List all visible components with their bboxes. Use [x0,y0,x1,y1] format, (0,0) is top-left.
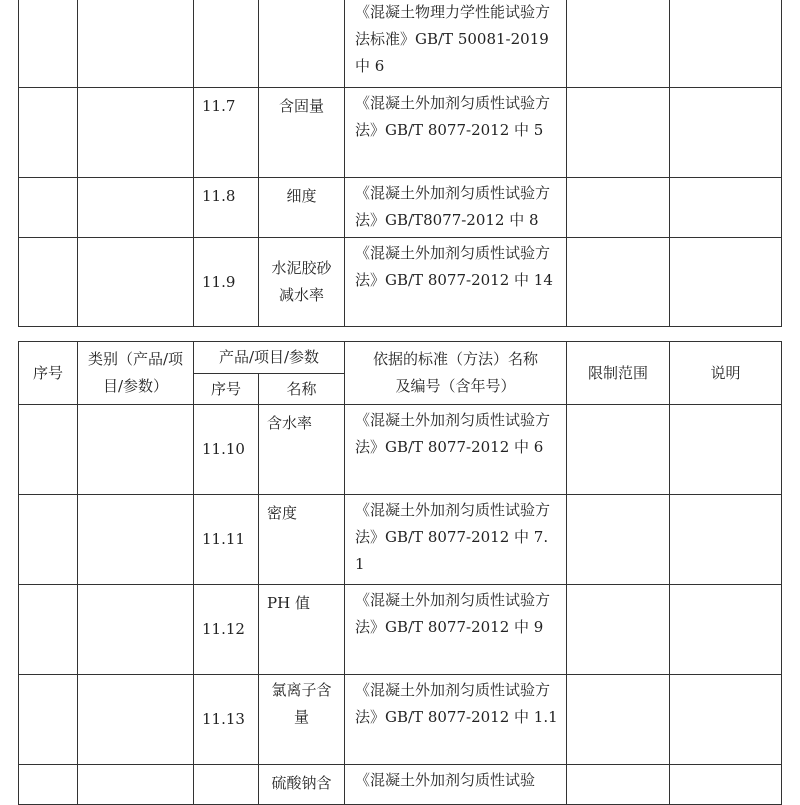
seq-cell [19,585,78,675]
limit-cell [567,765,670,805]
header-note: 说明 [670,342,782,405]
header-product-group: 产品/项目/参数 [194,342,345,374]
seq-cell [19,238,78,327]
standard-cell: 《混凝土外加剂匀质性试验方法》GB/T 8077-2012 中 1.1 [345,675,567,765]
table-row [19,675,782,765]
note-cell [670,585,782,675]
header-row [19,342,782,374]
limit-cell [567,88,670,178]
note-cell [670,405,782,495]
standard-cell: 《混凝土外加剂匀质性试验方法》GB/T 8077-2012 中 7. 1 [345,495,567,585]
item-no-cell: 11.12 [194,585,259,675]
item-name-cell: 含水率 [259,405,345,495]
limit-cell [567,238,670,327]
limit-cell [567,0,670,88]
standard-cell: 《混凝土外加剂匀质性试验方法》GB/T 8077-2012 中 9 [345,585,567,675]
category-cell [78,0,194,88]
table-row [19,88,782,178]
item-no-cell: 11.11 [194,495,259,585]
standard-cell: 《混凝土外加剂匀质性试验方法》GB/T 8077-2012 中 14 [345,238,567,327]
item-no-cell [194,765,259,805]
category-cell [78,178,194,238]
header-category: 类别（产品/项目/参数） [78,342,194,405]
note-cell [670,178,782,238]
category-cell [78,675,194,765]
seq-cell [19,178,78,238]
item-no-cell: 11.13 [194,675,259,765]
table-row [19,178,782,238]
note-cell [670,0,782,88]
header-limit: 限制范围 [567,342,670,405]
item-name-cell: 细度 [259,178,345,238]
item-no-cell [194,0,259,88]
standard-cell: 《混凝土外加剂匀质性试验 [345,765,567,805]
table-row [19,0,782,88]
category-cell [78,765,194,805]
header-sub-no: 序号 [194,374,259,405]
header-sub-name: 名称 [259,374,345,405]
item-name-cell: 水泥胶砂减水率 [259,238,345,327]
table-row [19,405,782,495]
standard-cell: 《混凝土外加剂匀质性试验方法》GB/T8077-2012 中 8 [345,178,567,238]
standard-cell: 《混凝土物理力学性能试验方法标准》GB/T 50081-2019 中 6 [345,0,567,88]
item-name-cell: PH 值 [259,585,345,675]
note-cell [670,238,782,327]
note-cell [670,88,782,178]
category-cell [78,405,194,495]
header-standard: 依据的标准（方法）名称及编号（含年号） [345,342,567,405]
header-seq: 序号 [19,342,78,405]
standard-cell: 《混凝土外加剂匀质性试验方法》GB/T 8077-2012 中 5 [345,88,567,178]
limit-cell [567,405,670,495]
seq-cell [19,675,78,765]
limit-cell [567,178,670,238]
table-row [19,585,782,675]
category-cell [78,585,194,675]
item-name-cell: 含固量 [259,88,345,178]
table-row [19,238,782,327]
item-no-cell: 11.7 [194,88,259,178]
table-row [19,765,782,805]
top-table [18,0,782,327]
category-cell [78,238,194,327]
note-cell [670,675,782,765]
item-no-cell: 11.9 [194,238,259,327]
table-row [19,495,782,585]
item-name-cell [259,0,345,88]
seq-cell [19,405,78,495]
note-cell [670,765,782,805]
limit-cell [567,675,670,765]
standard-cell: 《混凝土外加剂匀质性试验方法》GB/T 8077-2012 中 6 [345,405,567,495]
category-cell [78,88,194,178]
seq-cell [19,495,78,585]
item-no-cell: 11.8 [194,178,259,238]
category-cell [78,495,194,585]
item-name-cell: 氯离子含量 [259,675,345,765]
seq-cell [19,0,78,88]
bottom-table [18,341,782,805]
limit-cell [567,495,670,585]
note-cell [670,495,782,585]
seq-cell [19,88,78,178]
item-no-cell: 11.10 [194,405,259,495]
item-name-cell: 硫酸钠含 [259,765,345,805]
limit-cell [567,585,670,675]
seq-cell [19,765,78,805]
item-name-cell: 密度 [259,495,345,585]
